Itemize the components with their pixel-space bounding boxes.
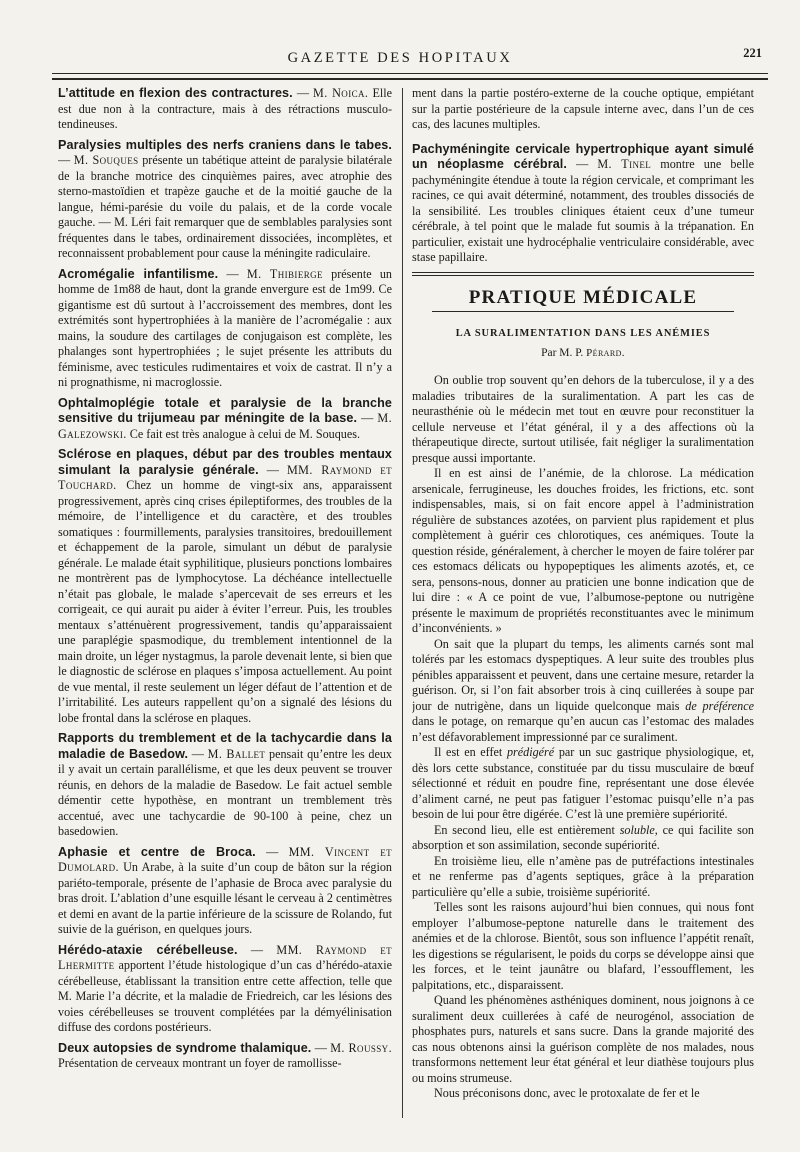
entry-body: Présentation de cerveaux montrant un foyer de ramollisse- xyxy=(58,1056,342,1070)
entry-sclerose-en-plaques: Sclérose en plaques, début par des troubles mentaux simulant la paralysie générale. — MM. Raymond et Touchard. Chez un homme de vingt-six ans, apparaissent progressivement, après cinq crises épileptiformes, des troubles de la mémoire, de l’intelligence et du caractère, et des troubles somatiques : fourmillements, paralysies transitoires, bredouillement et échappement de la parole, simulant un début de paralysie générale. Le malade était syphilitique, plusieurs ponctions lombaires ne montrèrent pas de lymphocytose. La déchéance intellectuelle n’était pas globale, le malade s’apercevait de ses erreurs et les corrigeait, ce qui aurait pu aider à éviter l’erreur. Puis, les troubles mentaux s’atténuèrent progressivement, tandis qu’apparaissaient une paraplégie spasmodique, du tremblement intentionnel de la main droite, un léger nystagmus, la parole devenait lente, si bien que le diagnostic de sclérose en plaques s’imposa actuellement. Au point de vue mental, il reste seulement un léger défaut de l’attention et de l’irritabilité. Les auteurs rappellent qu’on a signalé des lésions du lobe frontal dans la sclérose en plaques. xyxy=(58,447,392,725)
entry-body: pensait qu’entre les deux il y avait un certain parallélisme, et que les deux peuvent se trouver réunis, en dehors de la maladie de Basedow. Le fait actuel semble démentir cette hypothèse, en montrant un tremblement très accentué, avec une tachycardie de 90-100 à peine, chez un basedowien. xyxy=(58,746,392,838)
entry-heading: L’attitude en flexion des contractures. xyxy=(58,86,293,100)
entry-body: présente un homme de 1m88 de haut, dont la grande envergure est de 1m99. Ce gigantisme est dû surtout à l’accroissement des membres, dont les extrémités sont hypertrophiées à la manière de l’acromégalie : aux mains, la soudure des cartilages de conjugaison est complète, les phalanges sont hypertrophiées ; le sujet présente les attributs du féminisme, avec testicules rudimentaires et voix de castrat. Il n’y a ni prognathisme, ni macroglossie. xyxy=(58,266,392,389)
article-paragraph: Nous préconisons donc, avec le protoxalate de fer et le xyxy=(434,1086,700,1100)
entry-paralysies-tabes: Paralysies multiples des nerfs craniens dans le tabes. — M. Souques présente un tabétique atteint de paralysie bilatérale de la branche motrice des cinquièmes paires, avec atrophie des sterno-mastoïdien et trapèze gauche et de la moitié gauche de la langue, hémi-parésie du voile du palais, et de la corde vocale gauche. — M. Léri fait remarquer que de semblables paralysies sont fréquentes dans le tabes, ordinairement dissociées, incomplètes, et reconnaissent probablement pour cause la méningite radiculaire. xyxy=(58,137,392,260)
emphasis-text: prédigéré xyxy=(506,745,555,759)
article-paragraph: Quand les phénomènes asthéniques dominent, nous joignons à ce suraliment deux cuillerées à café de neurogénol, association de phosphates purs, naturels et sans sucre. Dans la grande majorité des cas nous obtenons ainsi la guérison complète de nos malades, nous transformons nettement leur état général et leur diathèse toujours plus ou moins strumeuse. xyxy=(412,993,754,1085)
article-paragraph xyxy=(412,637,754,746)
entry-heading: Paralysies multiples des nerfs craniens dans le tabes. xyxy=(58,137,392,152)
entry-author: M. Thibierge xyxy=(246,266,323,281)
article-paragraph: En troisième lieu, elle n’amène pas de putréfactions intestinales et ne renferme pas d’agents septiques, grâce à la préparation particulière qu’elle a subie, troisième supériorité. xyxy=(412,853,754,899)
entry-body: Ce fait est très analogue à celui de M. Souques. xyxy=(129,426,361,441)
entry-heading: Ophtalmoplégie totale et paralysie de la branche sensitive du trijumeau par méningite de la base. xyxy=(58,395,392,425)
emphasis-text: soluble xyxy=(619,822,655,837)
paragraph-text: On sait que la plupart du temps, les aliments carnés sont mal tolérés par les estomacs dyspeptiques. A leur suite des troubles plus pénibles apparaissent et peuvent, dans une certaine mesure, retarder la guérison. Or, si l’on fait absorber trois à cinq cuillerées à soupe par jour de nutrigène, dans un liquide quelconque mais xyxy=(412,636,754,713)
entry-basedow: Rapports du tremblement et de la tachycardie dans la maladie de Basedow. — M. Ballet pensait qu’entre les deux il y avait un certain parallélisme, et que les deux peuvent se trouver réunis, en dehors de la maladie de Basedow. Le fait actuel semble démentir cette hypothèse, en montrant un tremblement très accentué, avec une tachycardie de 90-100 à peine, chez un basedowien. xyxy=(58,731,392,838)
entry-heading: Rapports du tremblement et de la tachycardie dans la maladie de Basedow. xyxy=(58,731,392,761)
left-column xyxy=(58,86,392,1126)
entry-acromegalie: Acromégalie infantilisme. — M. Thibierge présente un homme de 1m88 de haut, dont la grande envergure est de 1m99. Ce gigantisme est dû surtout à l’accroissement des membres, dont les extrémités sont hypertrophiées à la manière de l’acromégalie : aux mains, la soudure des cartilages de conjugaison est complète, les phalanges sont hypertrophiées ; le sujet présente les attributs du féminisme, avec testicules rudimentaires et voix de castrat. Il n’y a ni prognathisme, ni macroglossie. xyxy=(58,266,392,389)
entry-pachymeningite: Pachyméningite cervicale hypertrophique ayant simulé un néoplasme cérébral. — M. Tinel montre une belle pachyméningite étendue à toute la région cervicale, et comprimant les racines, ce qui avait déterminé, notamment, des troubles dissociés de la sensibilité. Les troubles cliniques étaient ceux d’une tumeur cérébrale, à tel point que le malade fut soumis à la trépanation. En particulier, existait une hydrocéphalie ventriculaire considérable, avec stase papillaire. xyxy=(412,141,754,264)
entry-author: M. Ballet xyxy=(207,746,266,761)
article-paragraph: Telles sont les raisons aujourd’hui bien connues, qui nous font employer l’albumose-peptone naturelle dans le traitement des anémies et de la chlorose. Bientôt, sous son influence l’appétit renaît, les digestions se régularisent, le poids du corps se développe ainsi que les forces, et le teint jaunâtre ou blafard, l’essoufflement, les palpitations, etc., disparaissent. xyxy=(412,900,754,992)
entry-author: M. Souques xyxy=(73,153,139,167)
journal-title: GAZETTE DES HOPITAUX xyxy=(287,50,513,66)
byline xyxy=(412,346,754,362)
continuation-text: ment dans la partie postéro-externe de la couche optique, empiétant sur la partie postérieure de la capsule interne avec, dans l’un de ces cas, des lacunes multiples. xyxy=(412,86,754,131)
entry-author: M. Galezowski. xyxy=(58,411,392,441)
paragraph-text: En second lieu, elle est entièrement xyxy=(434,822,615,837)
entry-contractures: L’attitude en flexion des contractures. — M. Noica. Elle est due non à la contracture, mais à des rétractions musculo-tendineuses. xyxy=(58,86,392,131)
entry-author: M. Noica. xyxy=(313,86,369,100)
entry-body: Un Arabe, à la suite d’un coup de bâton sur la région pariéto-temporale, présente de l’aphasie de Broca avec paralysie du bras droit. L’ablation d’une esquille lésant le cerveau à 2 centimètres et demi en avant de la partie inférieure de la scissure de Rolando, fut suivie de la guérison, en quelques jours. xyxy=(58,860,392,936)
paragraph-text: , ce qui facilite son absorption et son assimilation, seconde supériorité. xyxy=(412,822,754,852)
entry-heading: Deux autopsies de syndrome thalamique. xyxy=(58,1040,312,1055)
running-head xyxy=(0,46,800,72)
entry-heading: Pachyméningite cervicale hypertrophique ayant simulé un néoplasme cérébral. xyxy=(412,141,754,171)
article-paragraph: Il en est ainsi de l’anémie, de la chlorose. La médication arsenicale, ferrugineuse, les douches froides, les frictions, etc. sont indispensables, mais, si on fait encore appel à l’administration régulière de substances azotées, on parvient plus rapidement et plus complètement à guérir ces chlorotiques, ces anémiques. Toute la question réside, généralement, à chercher le moyen de faire tolérer par ces estomacs délicats ou hypopeptiques les aliments azotés, et, ce sera, pensons-nous, donner au praticien une bonne indication que de lui dire : « A ce point de vue, l’albumose-peptone ou nutrigène présente le maximum de propriétés reconstituantes avec le minimum d’inconvénients. » xyxy=(412,466,754,635)
entry-syndrome-thalamique: Deux autopsies de syndrome thalamique. — M. Roussy. Présentation de cerveaux montrant un foyer de ramollisse- xyxy=(58,1040,392,1070)
right-column xyxy=(412,86,754,1126)
article-paragraph: On oublie trop souvent qu’en dehors de la tuberculose, il y a des maladies tributaires de la suralimentation. A part les cas de neurasthénie où le médecin met tout en œuvre pour reconstituer la cellule nerveuse et l’état général, il y a des affections où la thérapeutique directe, surtout utilisée, fait négliger la suralimentation presque aussi importante. xyxy=(412,373,754,465)
section-divider xyxy=(412,272,754,276)
article-title: LA SURALIMENTATION DANS LES ANÉMIES xyxy=(455,328,711,339)
entry-author: M. Roussy. xyxy=(330,1040,392,1055)
entry-heading: Sclérose en plaques, début par des troubles mentaux simulant la paralysie générale. xyxy=(58,447,392,477)
section-title-rule xyxy=(432,311,734,312)
article-paragraph xyxy=(412,823,754,854)
paragraph-text: dans le potage, on remarque qu’en aucun cas l’estomac des malades n’est défavorablement impressionné par ce suraliment. xyxy=(412,714,754,744)
column-divider xyxy=(402,88,403,1118)
byline-prefix: Par M. P. xyxy=(541,346,584,359)
entry-body: Chez un homme de vingt-six ans, apparaissent progressivement, après cinq crises épileptiformes, des troubles de la mémoire, de l’intelligence et du caractère, et des troubles somatiques : fourmillements, paralysies transitoires, bredouillement et échappement de la parole, simulant un début de paralysie générale. Le malade était syphilitique, plusieurs ponctions lombaires ne montrèrent pas de lymphocytose. La déchéance intellectuelle n’était pas globale, le malade s’apercevait de ses erreurs et les corrigeait, ce qui aurait pu aider à éviter l’erreur. Puis, les troubles mentaux s’atténuèrent progressivement, tandis qu’apparaissaient une paraplégie spasmodique, du tremblement intentionnel de la main droite, un léger nystagmus, la parole devenait lente, si bien que le diagnostic de sclérose en plaques s’imposa actuellement. Au point de vue mental, il reste seulement un léger défaut de l’attention et de l’irritabilité. Les auteurs rappellent qu’on a signalé des lésions du lobe frontal dans la sclérose en plaques. xyxy=(58,478,392,725)
byline-author: Pérard. xyxy=(586,346,625,359)
entry-author: MM. Raymond et Lhermitte xyxy=(58,942,392,972)
article-paragraph xyxy=(412,745,754,823)
section-title: PRATIQUE MÉDICALE xyxy=(468,286,698,308)
page-number: 221 xyxy=(743,46,762,60)
entry-heading: Aphasie et centre de Broca. xyxy=(58,844,256,859)
entry-body: Elle est due non à la contracture, mais à des rétractions musculo-tendineuses. xyxy=(58,86,392,131)
emphasis-text: de préférence xyxy=(685,698,754,713)
entry-author: M. Tinel xyxy=(597,157,652,171)
entry-body: présente un tabétique atteint de paralysie bilatérale de la branche motrice des cinquièmes paires, avec atrophie des sterno-mastoïdien et trapèze gauche et de la moitié gauche de la langue, hémi-parésie du voile du palais, et de la corde vocale gauche. — M. Léri fait remarquer que de semblables paralysies sont fréquentes dans le tabes, ordinairement dissociées, incomplètes, et reconnaissent probablement pour cause la méningite radiculaire. xyxy=(58,153,392,260)
entry-author: MM. Vincent et Dumolard. xyxy=(58,844,392,874)
entry-aphasie-broca: Aphasie et centre de Broca. — MM. Vincent et Dumolard. Un Arabe, à la suite d’un coup de bâton sur la région pariéto-temporale, présente de l’aphasie de Broca avec paralysie du bras droit. L’ablation d’une esquille lésant le cerveau à 2 centimètres et demi en avant de la partie inférieure de la scissure de Rolando, fut suivie de la guérison, en quelques jours. xyxy=(58,844,392,936)
header-rule-thick xyxy=(52,78,768,80)
entry-body: apportent l’étude histologique d’un cas d’hérédo-ataxie cérébelleuse, établissant la transition entre cette affection, telle que M. Marie l’a décrite, et la maladie de Friedreich, car les lésions des voies cérébelleuses se trouvent complétées par la démyélinisation diffuse des cordons postérieurs. xyxy=(58,958,392,1034)
paragraph-text: par un suc gastrique physiologique, et, dès lors cette substance, constituée par du tissu musculaire de bœuf sélectionné et réduit en poudre fine, représentant une dose élevée d’aliment carné, ne peut pas fatiguer l’estomac puisqu’elle n’a pas besoin de lui pour être digérée. C’est là une première supériorité. xyxy=(412,745,754,821)
entry-heading: Acromégalie infantilisme. xyxy=(58,266,219,281)
paragraph-text: Il est en effet xyxy=(434,745,503,759)
entry-author: MM. Raymond et Touchard. xyxy=(58,462,392,492)
entry-ophtalmoplegie: Ophtalmoplégie totale et paralysie de la branche sensitive du trijumeau par méningite de la base. — M. Galezowski. Ce fait est très analogue à celui de M. Souques. xyxy=(58,395,392,441)
entry-heredo-ataxie: Hérédo-ataxie cérébelleuse. — MM. Raymond et Lhermitte apportent l’étude histologique d’un cas d’hérédo-ataxie cérébelleuse, établissant la transition entre cette affection, telle que M. Marie l’a décrite, et la maladie de Friedreich, car les lésions des voies cérébelleuses se trouvent complétées par la démyélinisation diffuse des cordons postérieurs. xyxy=(58,942,392,1034)
entry-heading: Hérédo-ataxie cérébelleuse. xyxy=(58,942,238,957)
entry-body: montre une belle pachyméningite étendue à toute la région cervicale, et comprimant les racines, ce qui avait déterminé, notamment, des troubles dissociés de la sensibilité. Les troubles cliniques étaient ceux d’une tumeur cérébrale, à tel point que le malade fut soumis à la trépanation. En particulier, existait une hydrocéphalie ventriculaire considérable, avec stase papillaire. xyxy=(412,157,754,264)
header-rule-thin xyxy=(52,73,768,74)
